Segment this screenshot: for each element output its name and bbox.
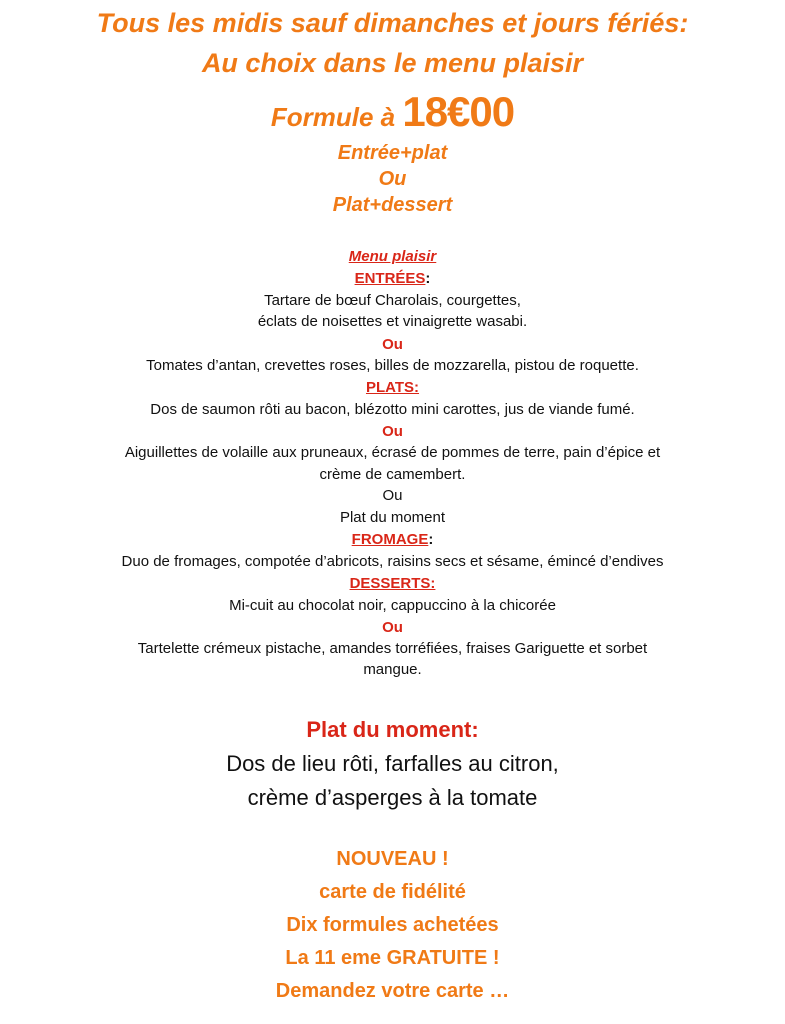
desserts-or: Ou [382,619,403,636]
menu-title: Menu plaisir [348,248,437,265]
section-entrees-label: ENTRÉES [354,270,426,287]
plats-or-plain: Ou [382,487,403,504]
plat-1: Dos de saumon rôti au bacon, blézotto mini carottes, jus de viande fumé. [150,401,635,418]
dessert-2-line-2: mangue. [363,661,422,678]
entrees-or: Ou [382,336,403,353]
plat-3: Plat du moment [339,509,446,526]
entree-1-line-1: Tartare de bœuf Charolais, courgettes, [264,292,521,309]
section-plats [0,379,785,396]
dessert-1: Mi-cuit au chocolat noir, cappuccino à la chicorée [229,597,556,614]
section-desserts-label: DESSERTS: [349,575,436,592]
entree-1-line-2: éclats de noisettes et vinaigrette wasabi. [257,313,528,330]
option-plat-dessert: Plat+dessert [332,194,453,216]
moment-title: Plat du moment: [306,717,479,742]
section-plats-label: PLATS: [365,379,420,396]
option-entree-plat: Entrée+plat [337,142,448,164]
promo-line-4: La 11 eme GRATUITE ! [285,947,500,969]
header-line-1: Tous les midis sauf dimanches et jours fériés: [96,8,689,38]
plat-2-line-1: Aiguillettes de volaille aux pruneaux, écrasé de pommes de terre, pain d’épice et [124,444,661,461]
fromage-1: Duo de fromages, compotée d’abricots, raisins secs et sésame, émincé d’endives [121,553,664,570]
dessert-2-line-1: Tartelette crémeux pistache, amandes torréfiées, fraises Gariguette et sorbet [137,640,648,657]
section-entrees-suffix: : [425,270,431,287]
plat-2-line-2: crème de camembert. [319,466,466,483]
formula-price: 18€00 [402,88,515,135]
plats-or: Ou [382,423,403,440]
promo-line-5: Demandez votre carte … [275,980,510,1002]
section-entrees [0,270,785,287]
moment-line-2: crème d’asperges à la tomate [247,785,538,810]
formula-prefix: Formule à [270,102,403,132]
section-fromage-suffix: : [428,531,434,548]
header-line-2: Au choix dans le menu plaisir [201,48,584,78]
entree-2: Tomates d’antan, crevettes roses, billes de mozzarella, pistou de roquette. [146,357,639,374]
promo-line-1: NOUVEAU ! [336,848,449,870]
section-fromage [0,531,785,548]
section-fromage-label: FROMAGE [351,531,429,548]
section-desserts [0,575,785,592]
promo-line-2: carte de fidélité [319,881,466,903]
moment-line-1: Dos de lieu rôti, farfalles au citron, [226,751,559,776]
option-or: Ou [378,168,407,190]
formula-line [0,88,785,136]
promo-line-3: Dix formules achetées [286,914,499,936]
